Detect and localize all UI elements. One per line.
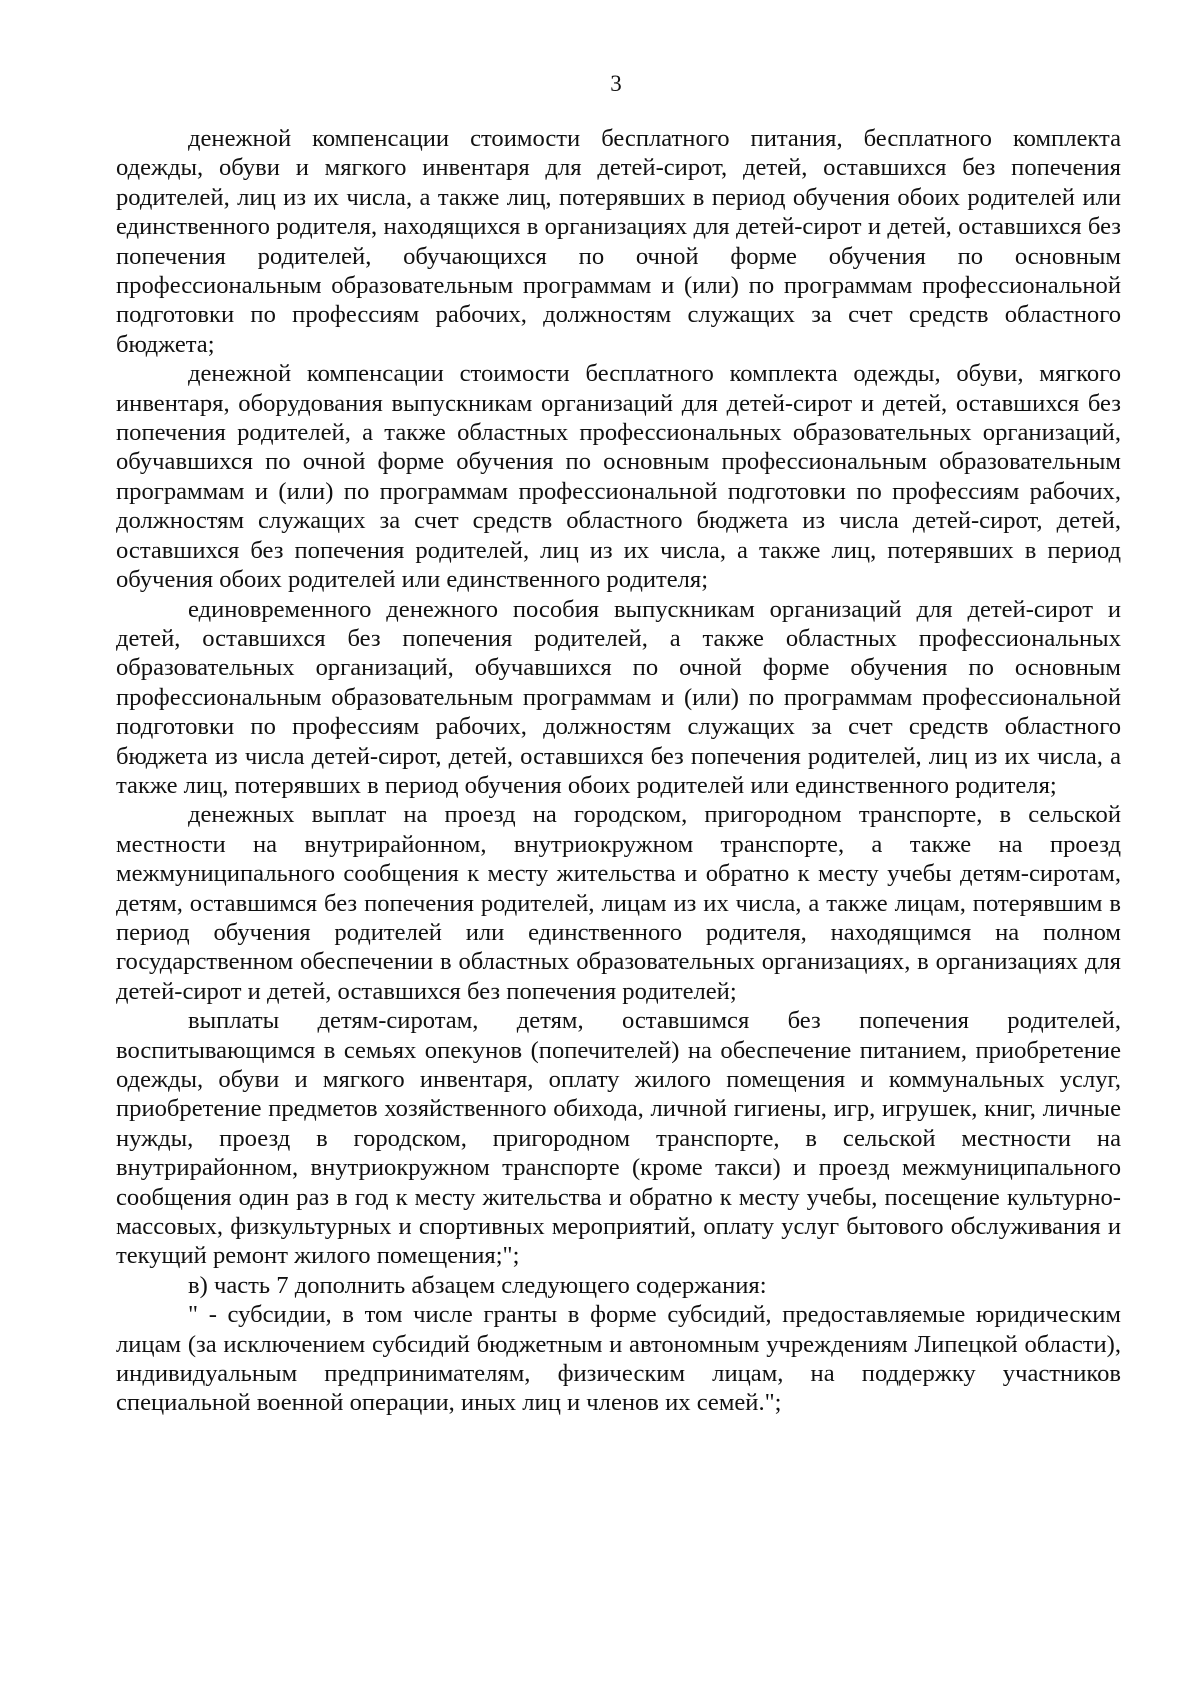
paragraph-lump-sum-allowance: единовременного денежного пособия выпускникам организаций для детей-сирот и детей, оставшихся без попечения родителей, а также областных профессиональных образовательных организаций, обучавшихся по очной форме обучения по основным профессиональным образовательным программам и (или) по программам профессиональной подготовки по профессиям рабочих, должностям служащих за счет средств областного бюджета из числа детей-сирот, детей, оставшихся без попечения родителей, лиц из их числа, а также лиц, потерявших в период обучения обоих родителей или единственного родителя; bbox=[116, 595, 1121, 799]
paragraph-compensation-graduates: денежной компенсации стоимости бесплатного комплекта одежды, обуви, мягкого инвентаря, оборудования выпускникам организаций для детей-сирот и детей, оставшихся без попечения родителей, а также областных профессиональных образовательных организаций, обучавшихся по очной форме обучения по основным профессиональным образовательным программам и (или) по программам профессиональной подготовки по профессиям рабочих, должностям служащих за счет средств областного бюджета из числа детей-сирот, детей, оставшихся без попечения родителей, лиц из их числа, а также лиц, потерявших в период обучения обоих родителей или единственного родителя; bbox=[116, 360, 1121, 594]
paragraph-compensation-food-clothing: денежной компенсации стоимости бесплатного питания, бесплатного комплекта одежды, обуви и мягкого инвентаря для детей-сирот, детей, оставшихся без попечения родителей, лиц из их числа, а также лиц, потерявших в период обучения обоих родителей или единственного родителя, находящихся в организациях для детей-сирот и детей, оставшихся без попечения родителей, обучающихся по очной форме обучения по основным профессиональным образовательным программам и (или) по программам профессиональной подготовки по профессиям рабочих, должностям служащих за счет средств областного бюджета; bbox=[116, 125, 1121, 358]
paragraph-travel-payments: денежных выплат на проезд на городском, пригородном транспорте, в сельской местности на внутрирайонном, внутриокружном транспорте, а также на проезд межмуниципального сообщения к месту жительства и обратно к месту учебы детям-сиротам, детям, оставшимся без попечения родителей, лицам из их числа, а также лицам, потерявшим в период обучения родителей или единственного родителя, находящимся на полном государственном обеспечении в областных образовательных организациях, в организациях для детей-сирот и детей, оставшихся без попечения родителей; bbox=[116, 801, 1121, 1005]
page-number: 3 bbox=[610, 71, 622, 96]
document-body bbox=[116, 124, 1121, 1418]
paragraph-guardian-family-payments: выплаты детям-сиротам, детям, оставшимся без попечения родителей, воспитывающимся в семьях опекунов (попечителей) на обеспечение питанием, приобретение одежды, обуви и мягкого инвентаря, оплату жилого помещения и коммунальных услуг, приобретение предметов хозяйственного обихода, личной гигиены, игр, игрушек, книг, личные нужды, проезд в городском, пригородном транспорте, в сельской местности на внутрирайонном, внутриокружном транспорте (кроме такси) и проезд межмуниципального сообщения один раз в год к месту жительства и обратно к месту учебы, посещение культурно-массовых, физкультурных и спортивных мероприятий, оплату услуг бытового обслуживания и текущий ремонт жилого помещения;"; bbox=[116, 1007, 1121, 1270]
paragraph-subsidies-svo: " - субсидии, в том числе гранты в форме субсидий, предоставляемые юридическим лицам (за исключением субсидий бюджетным и автономным учреждениям Липецкой области), индивидуальным предпринимателям, физическим лицам, на поддержку участников специальной военной операции, иных лиц и членов их семей."; bbox=[116, 1301, 1121, 1417]
paragraph-amendment-part-7: в) часть 7 дополнить абзацем следующего содержания: bbox=[188, 1271, 767, 1299]
